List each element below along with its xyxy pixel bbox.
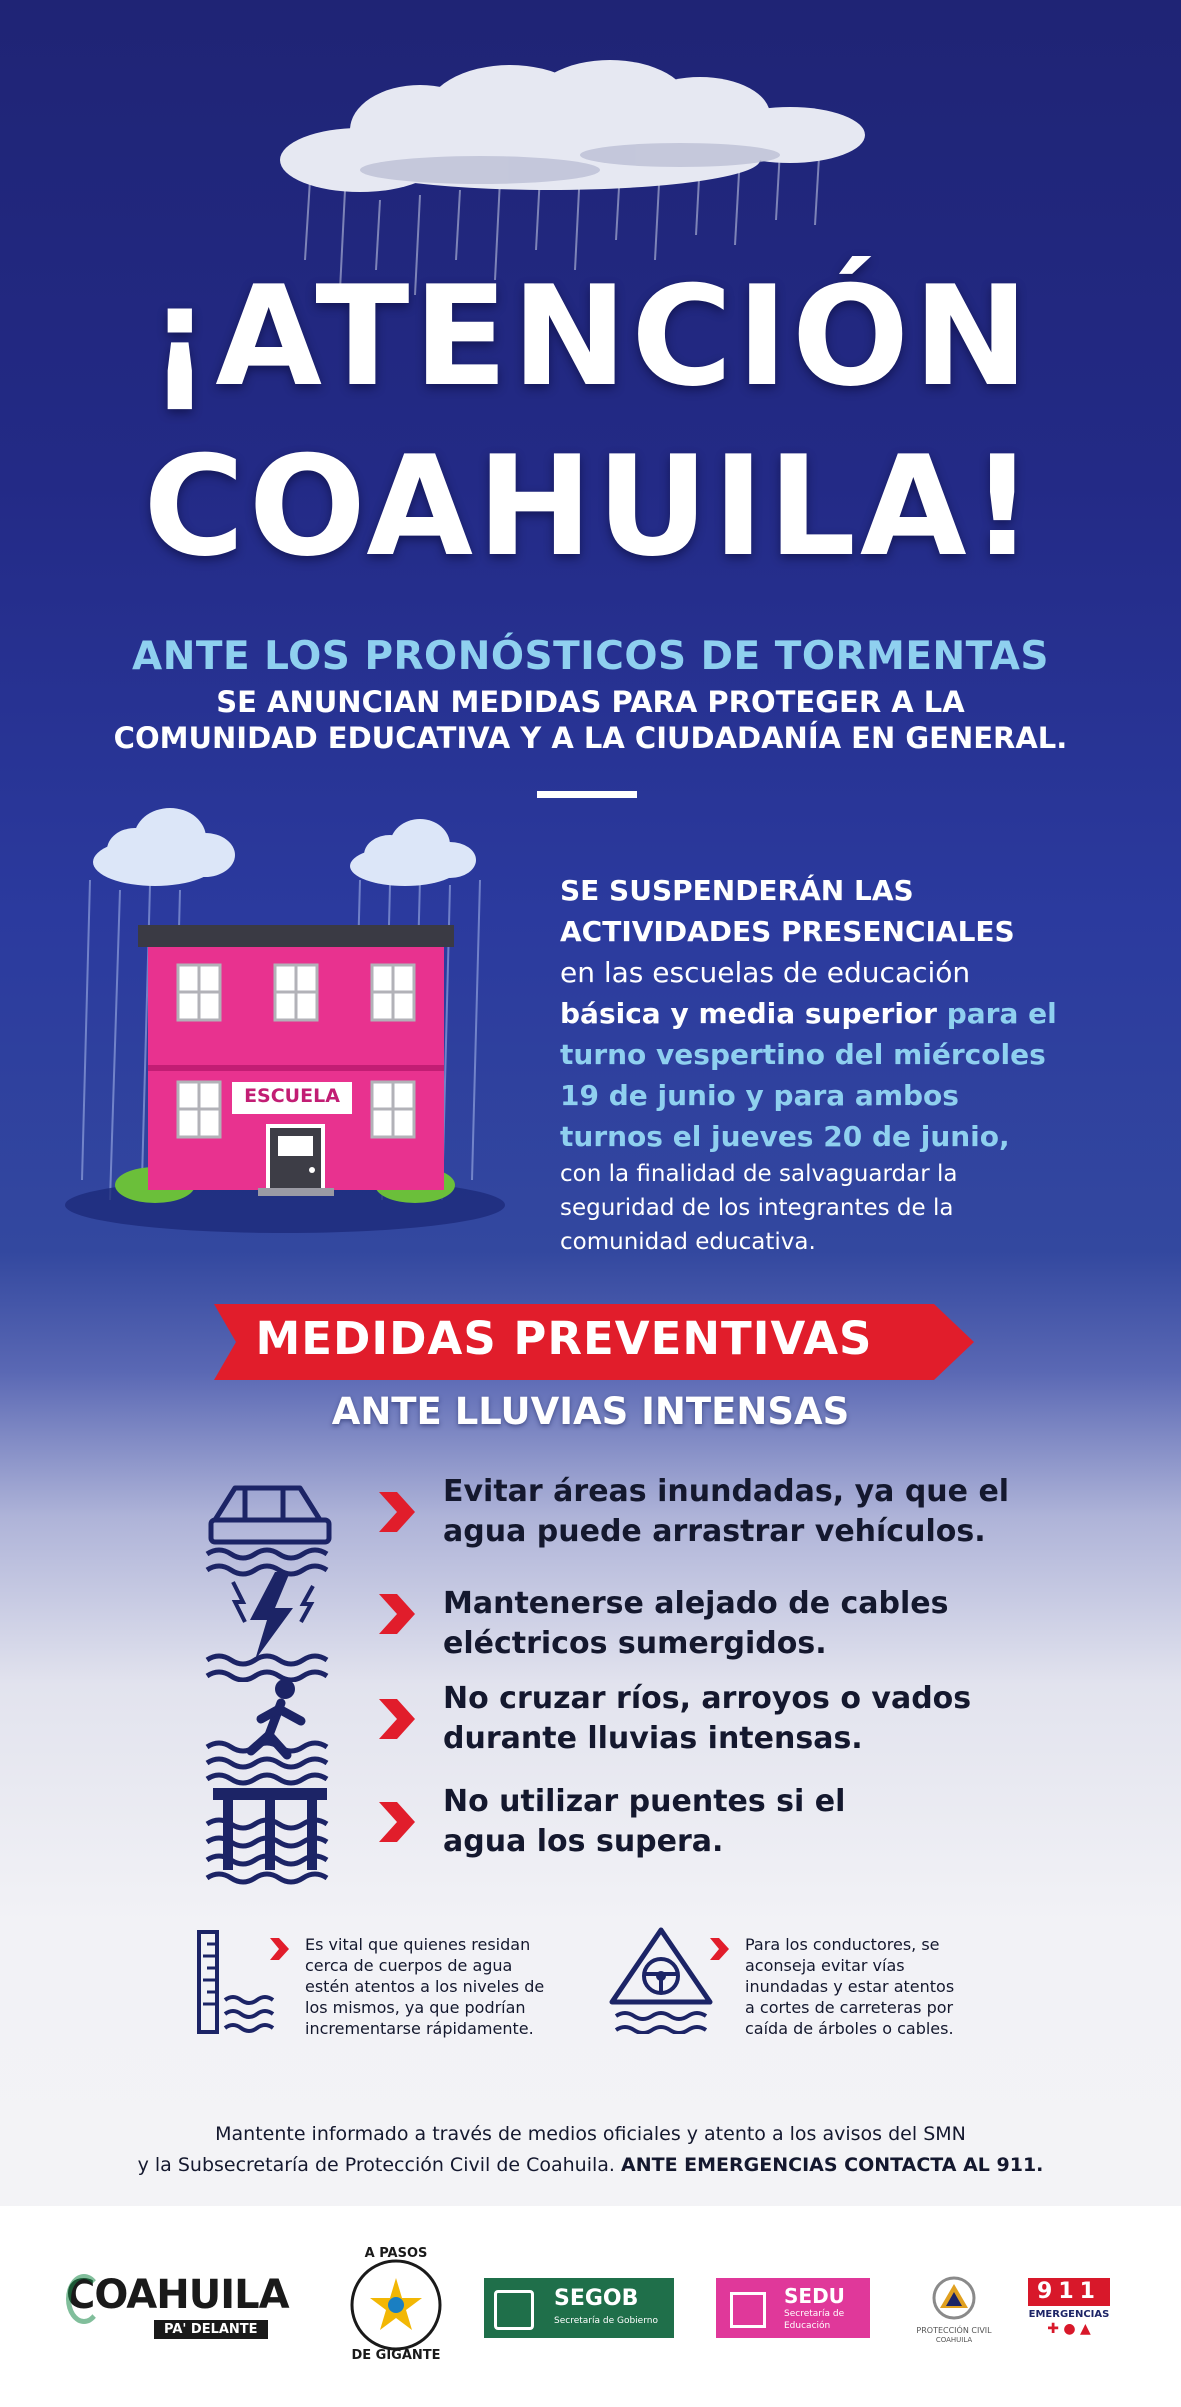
notice-line-3: en las escuelas de educación	[560, 956, 971, 989]
segob-text: SEGOB	[554, 2286, 639, 2311]
measure-text	[443, 1472, 1063, 1552]
measure-line-2: eléctricos sumergidos.	[443, 1626, 827, 1661]
school-building-illustration	[60, 800, 530, 1240]
sedu-book-icon	[730, 2292, 766, 2328]
proteccion-civil-text: PROTECCIÓN CIVIL	[916, 2326, 992, 2335]
notice-line-7: turnos el jueves 20 de junio,	[560, 1120, 1010, 1153]
title-line-2: COAHUILA!	[143, 426, 1038, 587]
segob-emblem-icon	[494, 2290, 534, 2330]
note-line: estén atentos a los niveles de	[305, 1977, 545, 1996]
note-line: inundadas y estar atentos	[745, 1977, 955, 1996]
sedu-text: SEDU	[784, 2284, 845, 2308]
footer-line-1: Mantente informado a través de medios oficiales y atento a los avisos del SMN	[215, 2123, 966, 2145]
measure-line-1: No cruzar ríos, arroyos o vados	[443, 1681, 972, 1716]
footer-emergency: ANTE EMERGENCIAS CONTACTA AL 911.	[621, 2154, 1044, 2176]
notice-line-8: con la finalidad de salvaguardar la	[560, 1161, 958, 1187]
subtitle-line-3: COMUNIDAD EDUCATIVA Y A LA CIUDADANÍA EN GENERAL.	[113, 721, 1068, 755]
divider	[537, 791, 637, 798]
note-line: incrementarse rápidamente.	[305, 2019, 534, 2038]
sedu-subtext-2: Educación	[784, 2321, 831, 2331]
flooded-car-icon	[205, 1470, 335, 1580]
notice-line-9: seguridad de los integrantes de la	[560, 1195, 954, 1221]
note-line: aconseja evitar vías	[745, 1956, 905, 1975]
sedu-logo	[716, 2278, 870, 2338]
notice-line-6: 19 de junio y para ambos	[560, 1079, 959, 1112]
measure-line-2: agua los supera.	[443, 1824, 724, 1859]
coahuila-logo-text: COAHUILA	[66, 2272, 289, 2318]
notice-line-5: turno vespertino del miércoles	[560, 1038, 1046, 1071]
note-line: los mismos, ya que podrían	[305, 1998, 526, 2017]
measure-line-1: Evitar áreas inundadas, ya que el	[443, 1474, 1010, 1509]
note-water-levels	[305, 1934, 575, 2039]
school-sign-label: ESCUELA	[244, 1085, 340, 1107]
note-line: caída de árboles o cables.	[745, 2019, 954, 2038]
person-crossing-river-icon	[205, 1677, 335, 1787]
note-line: Para los conductores, se	[745, 1935, 940, 1954]
emergencias-icons: ✚ ● ▲	[1047, 2321, 1091, 2337]
measure-row	[0, 1572, 1181, 1672]
measure-text	[443, 1782, 1063, 1862]
sedu-subtext-1: Secretaría de	[784, 2309, 845, 2319]
measure-line-1: No utilizar puentes si el	[443, 1784, 846, 1819]
note-line: Es vital que quienes residan	[305, 1935, 531, 1954]
note-line: cerca de cuerpos de agua	[305, 1956, 513, 1975]
coahuila-logo	[66, 2272, 306, 2342]
proteccion-civil-subtext: COAHUILA	[935, 2336, 973, 2344]
chevron-right-icon	[375, 1699, 417, 1739]
subtitle-line-2: SE ANUNCIAN MEDIDAS PARA PROTEGER A LA	[216, 685, 965, 719]
chevron-right-icon	[375, 1802, 417, 1842]
emergencias-911-logo	[1028, 2278, 1110, 2344]
measure-line-2: durante lluvias intensas.	[443, 1721, 863, 1756]
electric-cable-water-icon	[205, 1572, 335, 1682]
emergencias-911-text: EMERGENCIAS	[1028, 2309, 1110, 2320]
chevron-right-icon	[708, 1938, 730, 1960]
measures-subtitle: ANTE LLUVIAS INTENSAS	[331, 1390, 850, 1433]
chevron-right-icon	[375, 1492, 417, 1532]
a-pasos-de-gigante-logo	[342, 2250, 450, 2360]
proteccion-civil-logo	[924, 2274, 984, 2324]
measures-title: MEDIDAS PREVENTIVAS	[255, 1312, 873, 1365]
measure-row	[0, 1470, 1181, 1570]
segob-subtext: Secretaría de Gobierno	[554, 2316, 658, 2326]
measure-line-1: Mantenerse alejado de cables	[443, 1586, 949, 1621]
measure-row	[0, 1780, 1181, 1880]
coahuila-logo-swirl	[66, 2274, 102, 2324]
suspension-notice	[560, 870, 1120, 1259]
measure-line-2: agua puede arrastrar vehículos.	[443, 1514, 986, 1549]
segob-logo	[484, 2278, 674, 2338]
chevron-right-icon	[375, 1594, 417, 1634]
flooded-bridge-icon	[205, 1780, 335, 1890]
subtitle-pronosticos: ANTE LOS PRONÓSTICOS DE TORMENTAS	[132, 634, 1049, 679]
a-pasos-top: A PASOS	[364, 2246, 428, 2261]
note-line: a cortes de carreteras por	[745, 1998, 954, 2017]
title-line-1: ¡ATENCIÓN	[148, 256, 1033, 417]
a-pasos-bottom: DE GIGANTE	[351, 2348, 441, 2363]
coahuila-tagline: PA' DELANTE	[154, 2320, 268, 2339]
measure-text	[443, 1584, 1063, 1664]
footer-info	[0, 2119, 1181, 2181]
emergencias-911-number: 911	[1028, 2278, 1110, 2306]
notice-line-4a: básica y media superior	[560, 997, 937, 1030]
chevron-right-icon	[268, 1938, 290, 1960]
notice-line-2: ACTIVIDADES PRESENCIALES	[560, 915, 1015, 948]
notice-line-4b: para el	[936, 997, 1057, 1030]
notice-line-10: comunidad educativa.	[560, 1229, 816, 1255]
measure-text	[443, 1679, 1063, 1759]
measure-row	[0, 1677, 1181, 1777]
notice-line-1: SE SUSPENDERÁN LAS	[560, 874, 914, 907]
steering-wheel-warning-icon	[606, 1924, 716, 2034]
footer-line-2: y la Subsecretaría de Protección Civil de Coahuila.	[137, 2154, 622, 2176]
note-drivers	[745, 1934, 1025, 2039]
